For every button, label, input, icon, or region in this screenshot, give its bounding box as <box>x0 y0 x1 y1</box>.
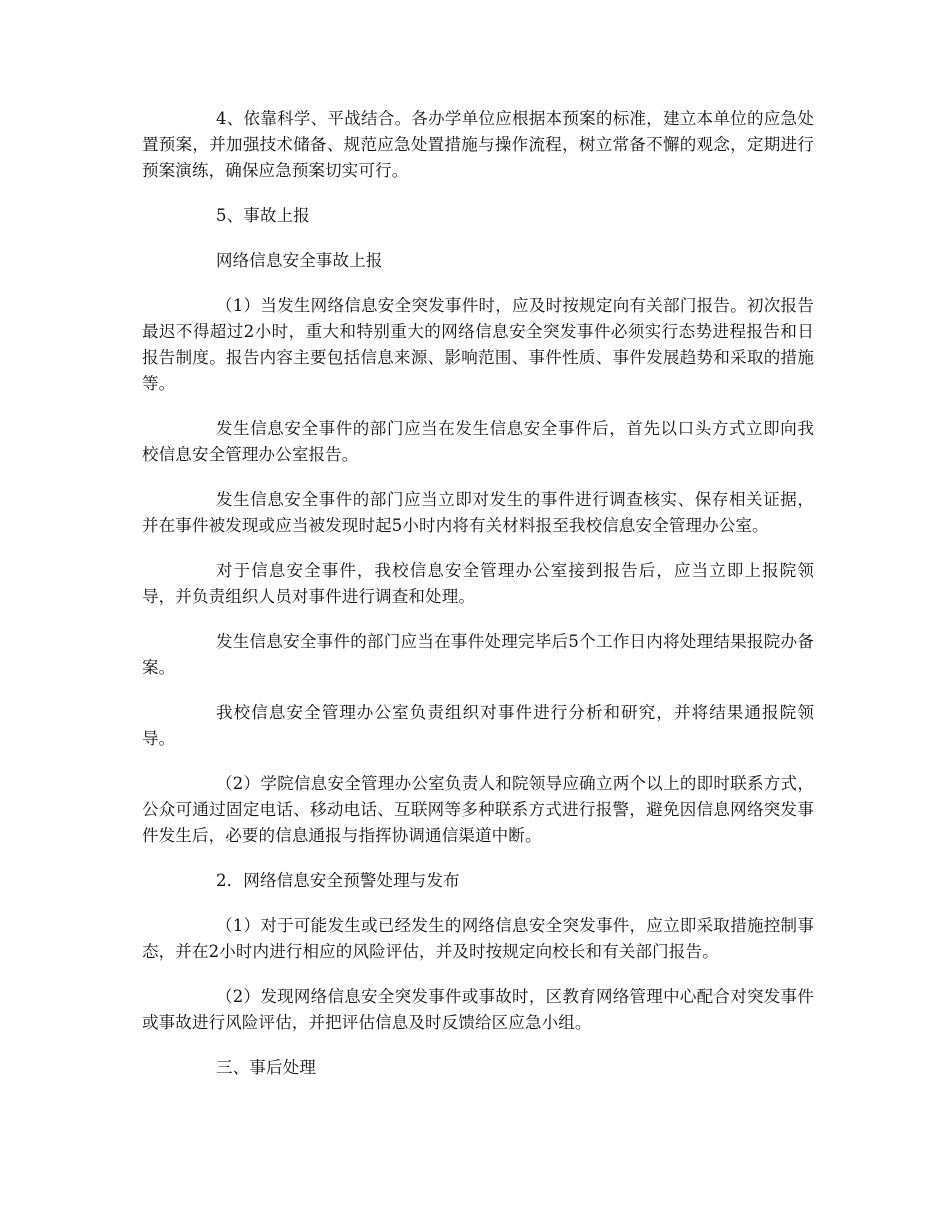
paragraph-oral-report: 发生信息安全事件的部门应当在发生信息安全事件后，首先以口头方式立即向我校信息安全管理办公室报告。 <box>142 419 814 464</box>
heading-warning-processing: 2．网络信息安全预警处理与发布 <box>216 871 460 890</box>
subheading-network-security-report: 网络信息安全事故上报 <box>216 251 383 270</box>
paragraph-report-1: （1）当发生网络信息安全突发事件时，应及时按规定向有关部门报告。初次报告最迟不得超过2小时，重大和特别重大的网络信息安全突发事件必须实行态势进程报告和日报告制度。报告内容主要包括信息来源、影响范围、事件性质、事件发展趋势和采取的措施等。 <box>142 296 814 393</box>
document-body <box>142 106 814 1100</box>
paragraph-analysis: 我校信息安全管理办公室负责组织对事件进行分析和研究，并将结果通报院领导。 <box>142 703 814 748</box>
paragraph-office-handling: 对于信息安全事件，我校信息安全管理办公室接到报告后，应当立即上报院领导，并负责组织人员对事件进行调查和处理。 <box>142 561 814 606</box>
paragraph-warning-1: （1）对于可能发生或已经发生的网络信息安全突发事件，应立即采取措施控制事态，并在2小时内进行相应的风险评估，并及时按规定向校长和有关部门报告。 <box>142 916 814 961</box>
paragraph-warning-2: （2）发现网络信息安全突发事件或事故时，区教育网络管理中心配合对突发事件或事故进行风险评估，并把评估信息及时反馈给区应急小组。 <box>142 987 814 1032</box>
paragraph-investigation: 发生信息安全事件的部门应当立即对发生的事件进行调查核实、保存相关证据，并在事件被发现或应当被发现时起5小时内将有关材料报至我校信息安全管理办公室。 <box>142 490 814 535</box>
heading-aftermath: 三、事后处理 <box>216 1058 316 1077</box>
paragraph-filing: 发生信息安全事件的部门应当在事件处理完毕后5个工作日内将处理结果报院办备案。 <box>142 632 814 677</box>
paragraph-principle-4: 4、依靠科学、平战结合。各办学单位应根据本预案的标准，建立本单位的应急处置预案，并加强技术储备、规范应急处置措施与操作流程，树立常备不懈的观念，定期进行预案演练，确保应急预案切实可行。 <box>142 109 814 180</box>
heading-incident-report: 5、事故上报 <box>216 206 310 225</box>
paragraph-report-2: （2）学院信息安全管理办公室负责人和院领导应确立两个以上的即时联系方式，公众可通过固定电话、移动电话、互联网等多种联系方式进行报警，避免因信息网络突发事件发生后，必要的信息通报与指挥协调通信渠道中断。 <box>142 774 814 845</box>
